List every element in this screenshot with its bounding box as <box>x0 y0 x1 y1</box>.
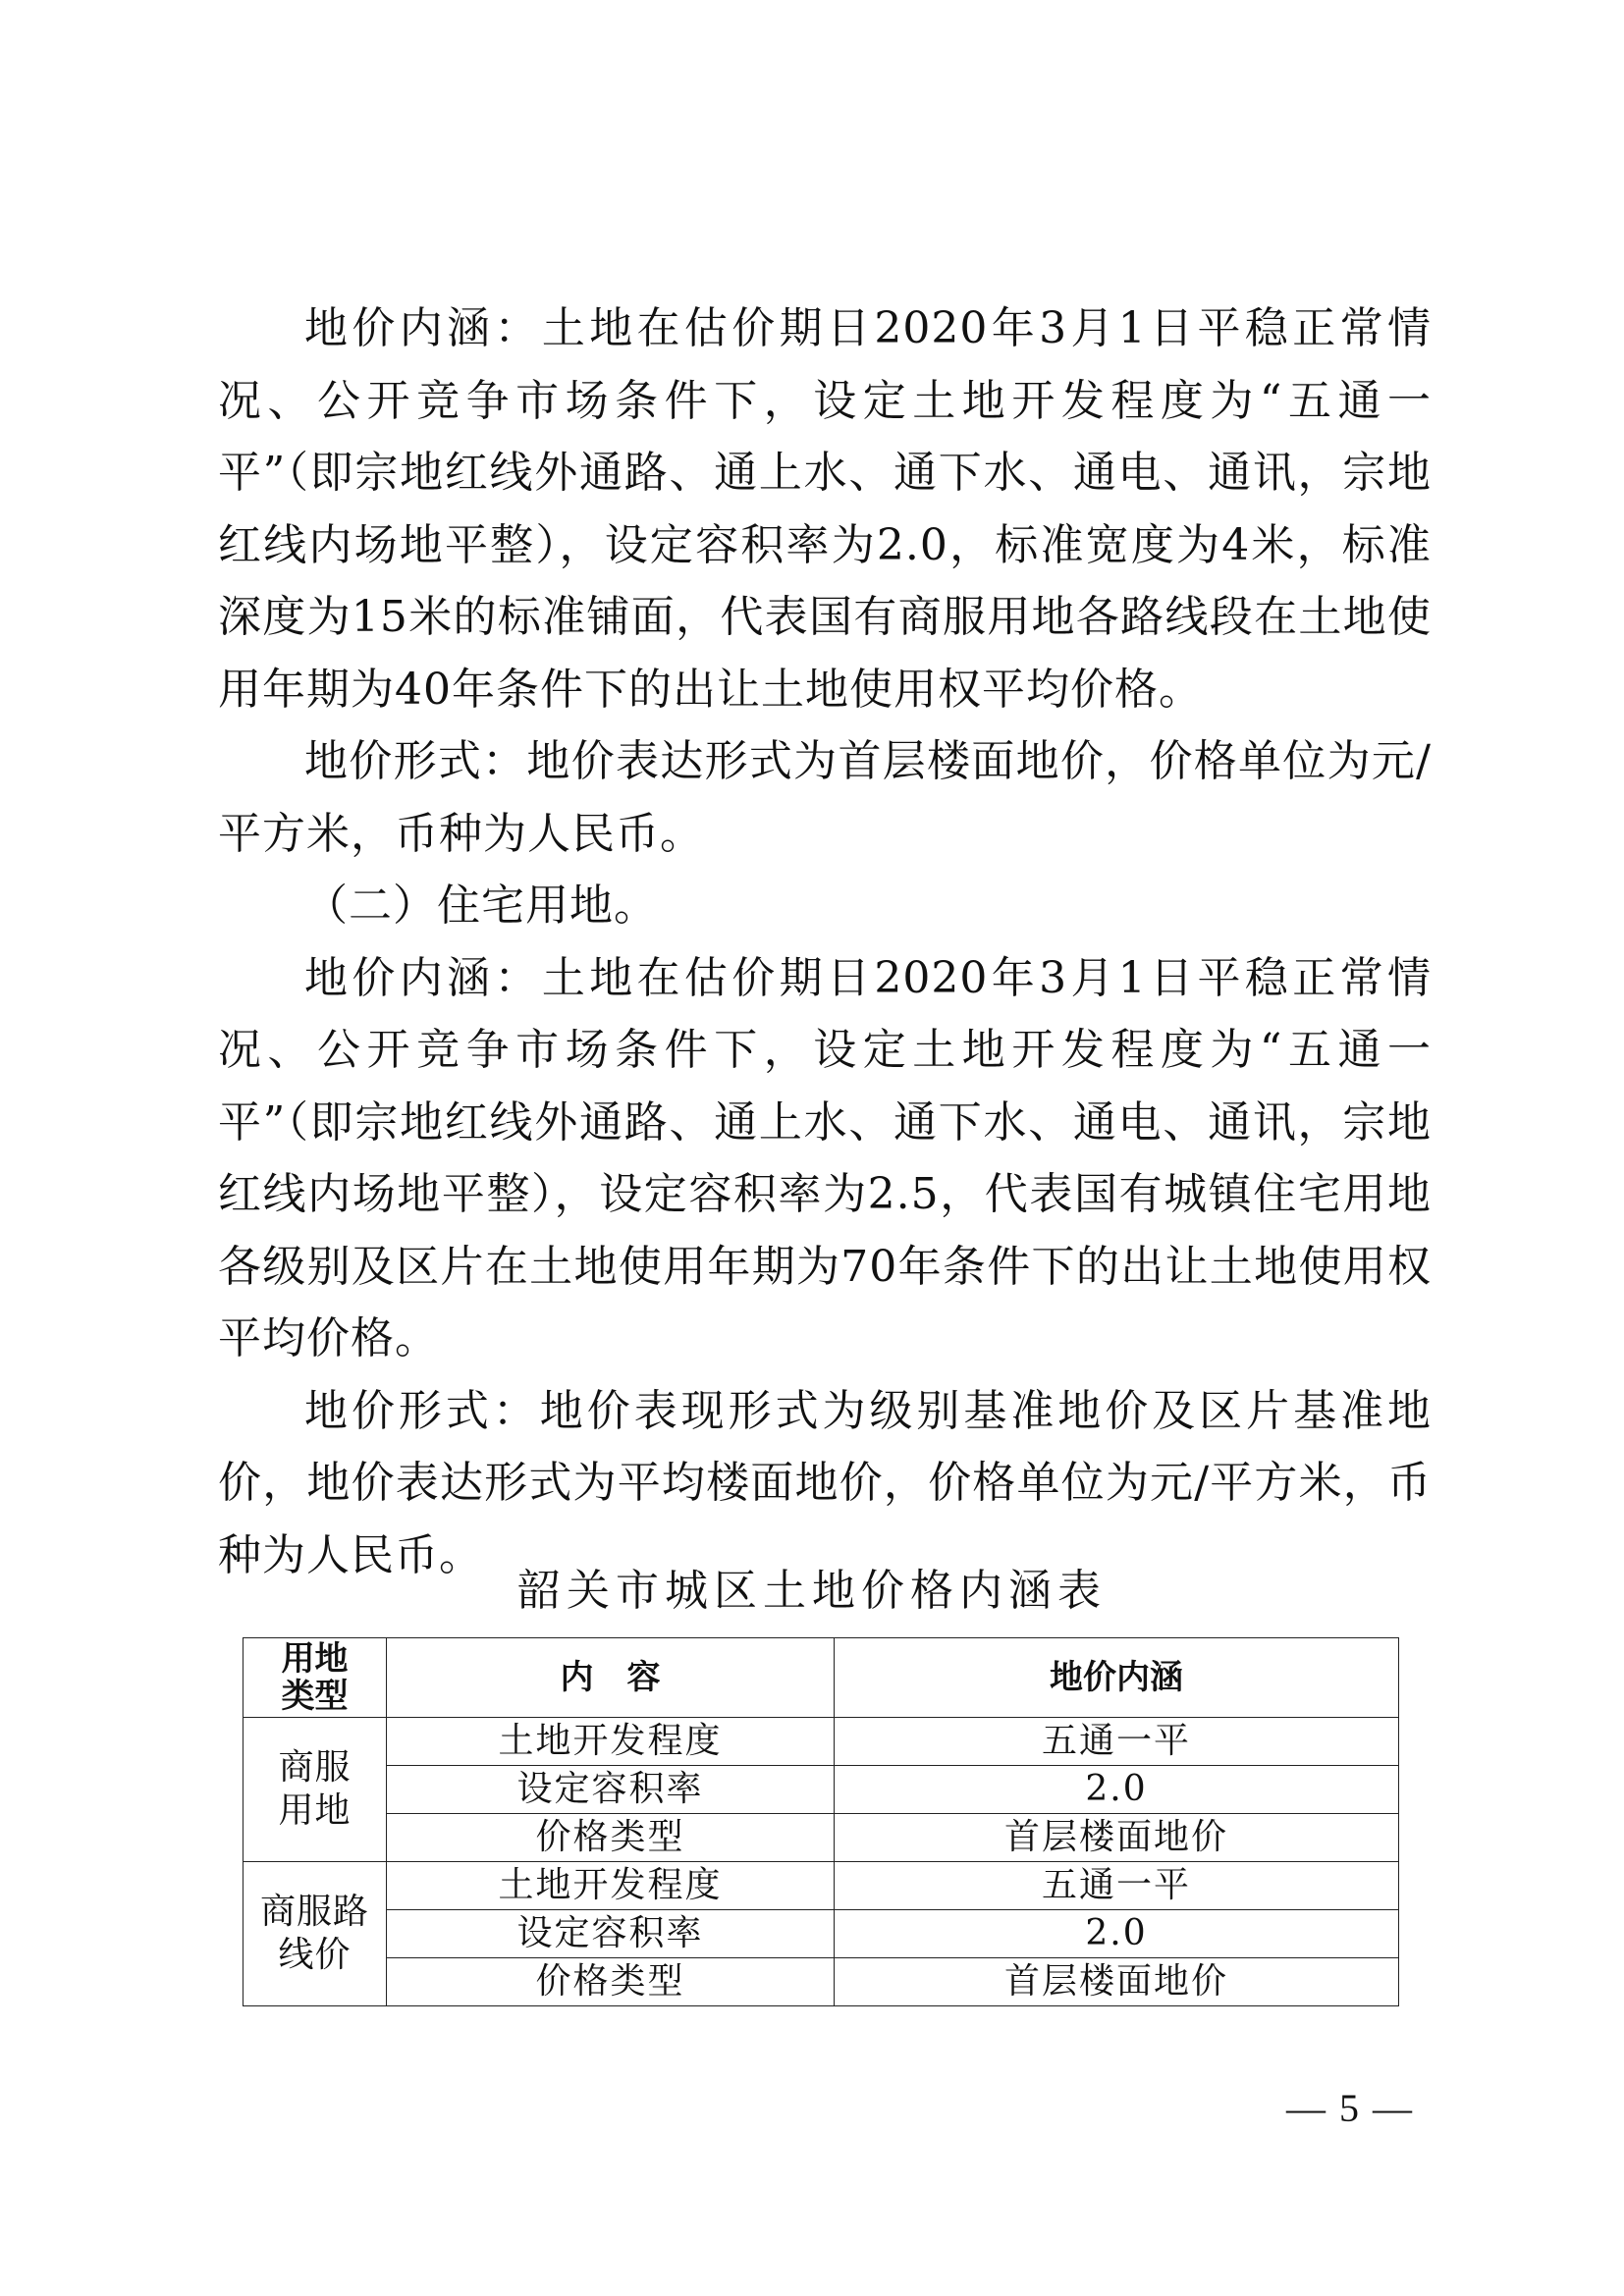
table-row <box>244 1766 1399 1814</box>
value-cell: 首层楼面地价 <box>835 1958 1399 2006</box>
content-cell: 土地开发程度 <box>387 1862 835 1910</box>
value-cell: 2.0 <box>835 1766 1399 1814</box>
body-text <box>218 293 1432 1591</box>
table-row <box>244 1862 1399 1910</box>
table-row <box>244 1814 1399 1862</box>
paragraph-residential-meaning: 地价内涵：土地在估价期日2020年3月1日平稳正常情况、公开竞争市场条件下，设定土地开发程度为“五通一平”（即宗地红线外通路、通上水、通下水、通电、通讯，宗地红线内场地平整），设定容积率为2.5，代表国有城镇住宅用地各级别及区片在土地使用年期为70年条件下的出让土地使用权平均价格。 <box>218 952 1432 1363</box>
header-land-type-line1: 用地 <box>281 1639 349 1679</box>
header-land-type <box>244 1638 387 1718</box>
table-header-row <box>244 1638 1399 1718</box>
value-cell: 首层楼面地价 <box>835 1814 1399 1862</box>
value-cell: 2.0 <box>835 1910 1399 1958</box>
land-type-commercial-road-line <box>244 1862 387 2006</box>
content-cell: 设定容积率 <box>387 1766 835 1814</box>
land-type-line2: 线价 <box>278 1935 352 1975</box>
header-price-meaning: 地价内涵 <box>835 1638 1399 1718</box>
table-row <box>244 1718 1399 1766</box>
table-title: 韶关市城区土地价格内涵表 <box>517 1566 1107 1616</box>
table-row <box>244 1910 1399 1958</box>
value-cell: 五通一平 <box>835 1862 1399 1910</box>
header-land-type-line2: 类型 <box>281 1677 349 1716</box>
content-cell: 设定容积率 <box>387 1910 835 1958</box>
land-type-line1: 商服 <box>278 1747 352 1788</box>
land-type-commercial <box>244 1718 387 1862</box>
content-cell: 价格类型 <box>387 1958 835 2006</box>
land-type-line2: 用地 <box>278 1790 352 1831</box>
land-price-meaning-table <box>243 1637 1399 2006</box>
land-type-line1: 商服路 <box>259 1892 369 1932</box>
page-number: — 5 — <box>1286 2086 1414 2130</box>
value-cell: 五通一平 <box>835 1718 1399 1766</box>
paragraph-commercial-form: 地价形式：地价表达形式为首层楼面地价，价格单位为元/平方米，币种为人民币。 <box>218 736 1432 859</box>
section-heading-residential: （二）住宅用地。 <box>304 881 658 931</box>
content-cell: 土地开发程度 <box>387 1718 835 1766</box>
paragraph-commercial-meaning: 地价内涵：土地在估价期日2020年3月1日平稳正常情况、公开竞争市场条件下，设定土地开发程度为“五通一平”（即宗地红线外通路、通上水、通下水、通电、通讯，宗地红线内场地平整），设定容积率为2.0，标准宽度为4米，标准深度为15米的标准铺面，代表国有商服用地各路线段在土地使用年期为40年条件下的出让土地使用权平均价格。 <box>218 303 1432 715</box>
header-content: 内 容 <box>387 1638 835 1718</box>
paragraph-residential-form: 地价形式：地价表现形式为级别基准地价及区片基准地价，地价表达形式为平均楼面地价，价格单位为元/平方米，币种为人民币。 <box>218 1385 1432 1580</box>
table-row <box>244 1958 1399 2006</box>
content-cell: 价格类型 <box>387 1814 835 1862</box>
